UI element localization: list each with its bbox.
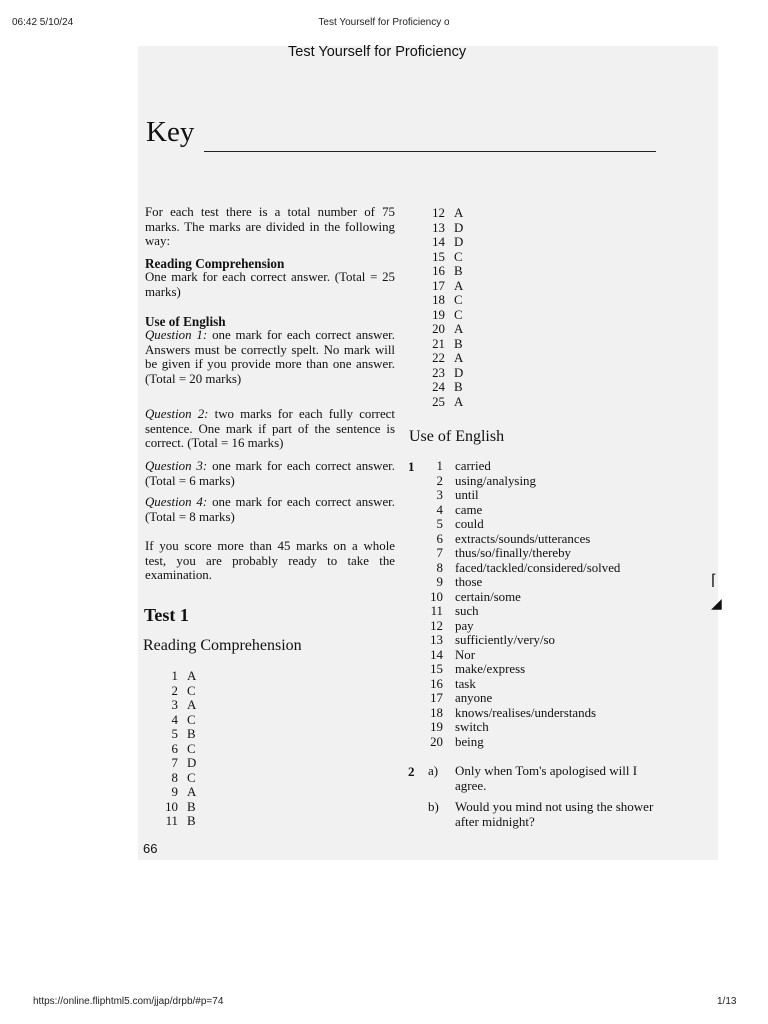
ue-question2-number: 2 — [408, 764, 415, 779]
answer-row: 19 switch — [430, 720, 489, 734]
scanned-page — [138, 44, 722, 860]
print-time: 06:42 5/10/24 — [12, 17, 74, 28]
answer-row: 5 could — [436, 517, 484, 531]
answer-row: 25 A — [432, 394, 464, 409]
print-page-counter: 1/13 — [717, 996, 737, 1007]
answer-row: 21 B — [432, 336, 463, 351]
english-heading: Use of English — [145, 314, 226, 329]
answer-row: 13 D — [432, 220, 464, 235]
reading-heading: Reading Comprehension — [145, 256, 285, 271]
answer-row: 22 A — [432, 351, 464, 365]
answer-row: 3 A — [171, 698, 197, 712]
scan-mark: ◢ — [711, 597, 722, 612]
reading-paragraph: One mark for each correct answer. (Total = 25 marks) — [145, 270, 395, 299]
answer-row: 5 B — [171, 727, 196, 741]
scan-title: Test Yourself for Proficiency — [288, 44, 467, 60]
answer-row: 14 Nor — [430, 647, 476, 662]
answer-row: 24 B — [432, 380, 463, 394]
answer-row: 10 certain/some — [430, 589, 521, 604]
answer-row: 4 came — [436, 502, 483, 517]
answer-row: 8 C — [171, 770, 196, 785]
answer-row: 11 B — [165, 814, 196, 828]
rc-answers-cont-list — [426, 206, 463, 409]
answer-row: 12 A — [432, 206, 464, 220]
key-heading: Key — [146, 116, 195, 148]
ue-q2b-label: b) — [428, 799, 439, 814]
answer-row: 15 make/express — [430, 662, 526, 676]
print-title: Test Yourself for Proficiency o — [318, 17, 450, 28]
answer-row: 23 D — [432, 365, 464, 380]
answer-row: 19 C — [432, 307, 463, 322]
answer-row: 2 C — [171, 683, 196, 698]
intro-paragraph: For each test there is a total number of 75 marks. The marks are divided in the following way: — [145, 205, 395, 249]
question4-paragraph: Question 4: one mark for each correct answer. (Total = 8 marks) — [145, 495, 395, 524]
question2-paragraph: Question 2: two marks for each fully correct sentence. One mark if part of the sentence is correct. (Total = 16 marks) — [145, 407, 395, 451]
ue-q2a-label: a) — [428, 763, 439, 778]
answer-row: 1 A — [171, 669, 197, 683]
answer-row: 18 C — [432, 293, 463, 307]
answer-row: 15 C — [432, 249, 463, 264]
page-number: 66 — [143, 841, 158, 856]
answer-row: 16 B — [432, 264, 463, 278]
answer-row: 9 A — [171, 785, 197, 799]
answer-row: 12 pay — [430, 618, 474, 633]
question1-paragraph: Question 1: one mark for each correct answer. Answers must be correctly spelt. No mark will be given if you provide more than one answer. (Total = 20 marks) — [145, 328, 395, 386]
answer-row: 18 knows/realises/understands — [430, 705, 597, 720]
rc-heading: Reading Comprehension — [143, 637, 302, 654]
answer-row: 20 A — [432, 322, 464, 336]
answer-row: 7 D — [171, 756, 197, 770]
ue-q2a-text: Only when Tom's apologised will I agree. — [455, 763, 638, 793]
answer-row: 8 faced/tackled/considered/solved — [436, 560, 621, 575]
answer-row: 13 sufficiently/very/so — [430, 633, 556, 647]
answer-row: 17 A — [432, 278, 464, 293]
ue-question1-number: 1 — [408, 459, 415, 474]
answer-row: 14 D — [432, 235, 464, 249]
heading-rule — [204, 151, 656, 152]
answer-row: 20 being — [430, 734, 484, 749]
rc-answers-list — [159, 669, 196, 829]
answer-row: 6 C — [171, 741, 196, 756]
answer-row: 9 those — [436, 575, 483, 589]
answer-row: 16 task — [430, 676, 476, 691]
print-url: https://online.fliphtml5.com/jjap/drpb/#p=74 — [33, 996, 224, 1007]
answer-row: 6 extracts/sounds/utterances — [436, 531, 591, 546]
ue-q2b-text: Would you mind not using the shower after midnight? — [455, 799, 654, 829]
answer-row: 11 such — [430, 604, 479, 618]
answer-row: 2 using/analysing — [436, 473, 536, 488]
answer-row: 1 carried — [436, 459, 491, 473]
answer-row: 10 B — [165, 799, 196, 814]
test-heading: Test 1 — [144, 605, 189, 625]
answer-row: 4 C — [171, 712, 196, 727]
scan-mark: ⌈ — [711, 573, 717, 589]
question3-paragraph: Question 3: one mark for each correct answer. (Total = 6 marks) — [145, 459, 395, 488]
answer-row: 17 anyone — [430, 691, 493, 705]
ue-answers-list — [410, 459, 620, 749]
answer-row: 3 until — [436, 488, 479, 502]
score-paragraph: If you score more than 45 marks on a whole test, you are probably ready to take the examination. — [145, 539, 395, 583]
ue-heading: Use of English — [409, 428, 505, 445]
answer-row: 7 thus/so/finally/thereby — [436, 546, 571, 560]
